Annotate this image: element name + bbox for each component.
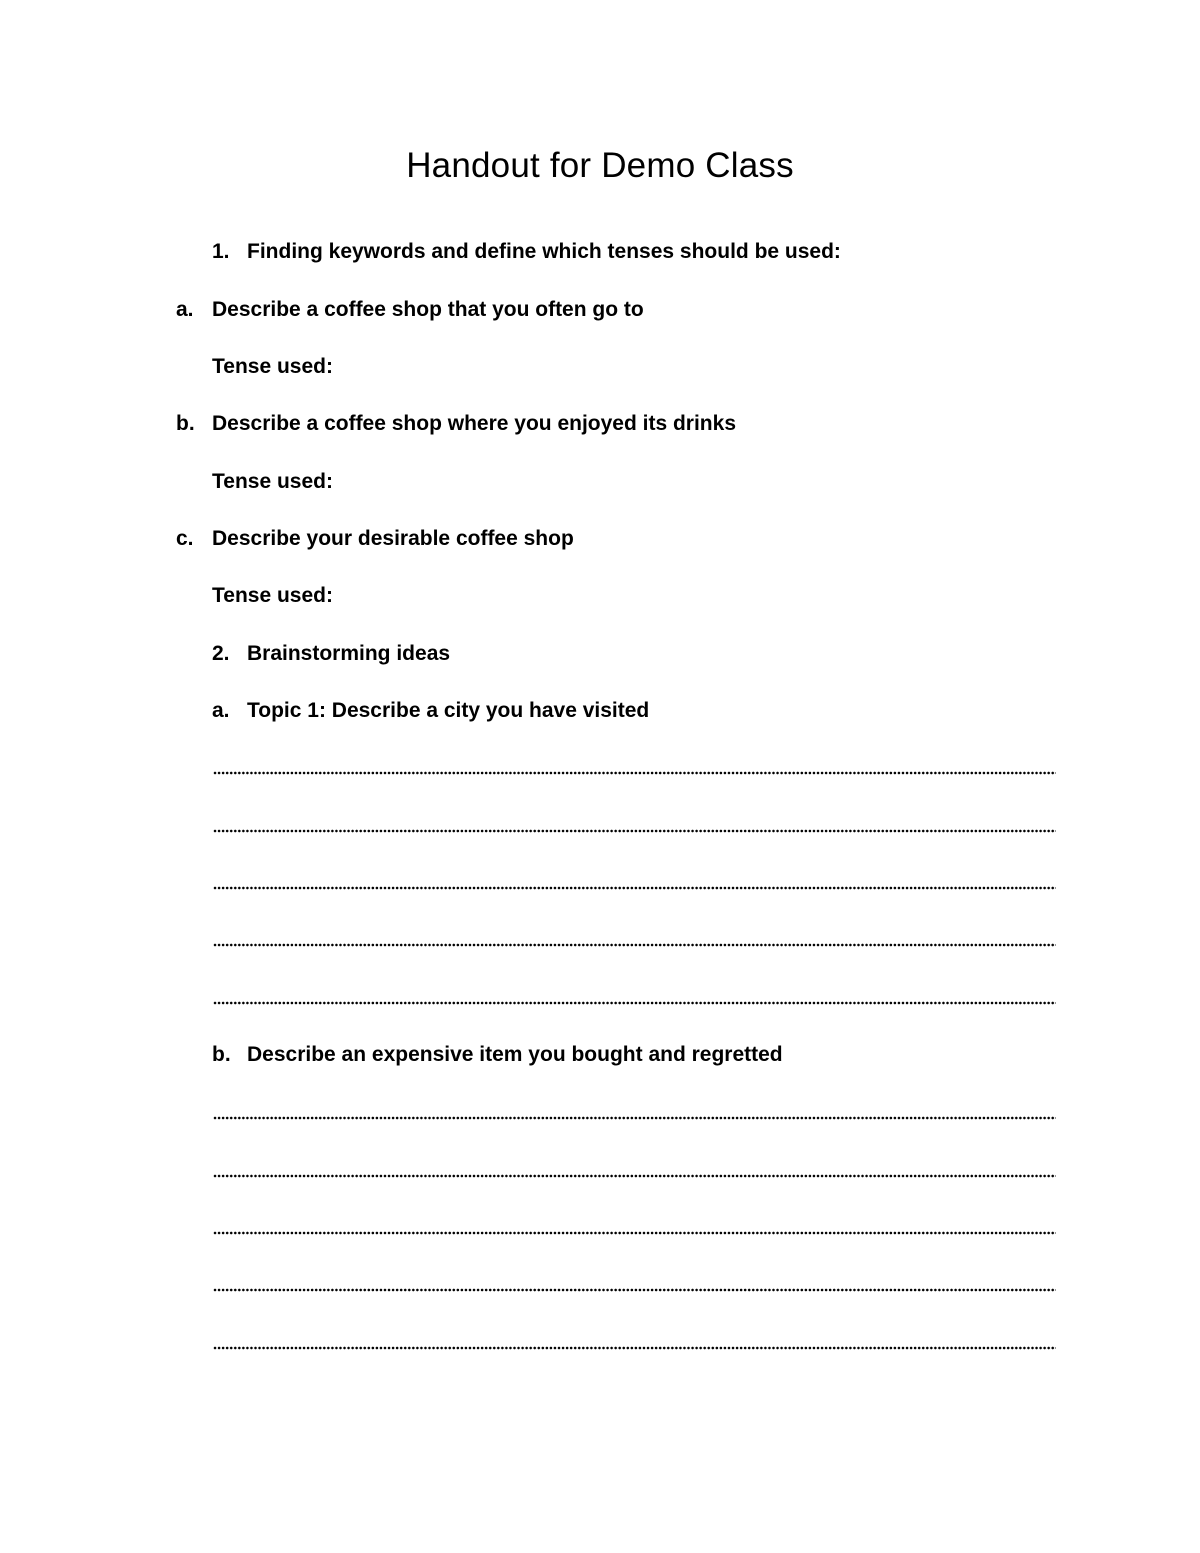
writing-line[interactable] xyxy=(213,1001,1056,1005)
item-b-marker: b. xyxy=(176,412,195,435)
item-a-text: Describe a coffee shop that you often go to xyxy=(212,298,644,321)
section1-heading: Finding keywords and define which tenses should be used: xyxy=(247,240,841,263)
writing-line[interactable] xyxy=(213,1288,1056,1292)
item-b-tense-label: Tense used: xyxy=(212,470,333,493)
topic-a-marker: a. xyxy=(212,699,230,722)
topic-a-text: Topic 1: Describe a city you have visited xyxy=(247,699,650,722)
item-c-tense-label: Tense used: xyxy=(212,584,333,607)
writing-line[interactable] xyxy=(213,771,1056,775)
item-c-text: Describe your desirable coffee shop xyxy=(212,527,574,550)
section1-number: 1. xyxy=(212,240,230,263)
writing-line[interactable] xyxy=(213,1231,1056,1235)
writing-line[interactable] xyxy=(213,943,1056,947)
section2-number: 2. xyxy=(212,642,230,665)
topic-b-marker: b. xyxy=(212,1043,231,1066)
item-a-marker: a. xyxy=(176,298,194,321)
item-a-tense-label: Tense used: xyxy=(212,355,333,378)
writing-line[interactable] xyxy=(213,829,1056,833)
writing-line[interactable] xyxy=(213,1116,1056,1120)
section2-heading: Brainstorming ideas xyxy=(247,642,451,665)
item-c-marker: c. xyxy=(176,527,194,550)
item-b-text: Describe a coffee shop where you enjoyed its drinks xyxy=(212,412,736,435)
page-title: Handout for Demo Class xyxy=(406,146,794,185)
writing-line[interactable] xyxy=(213,886,1056,890)
topic-b-text: Describe an expensive item you bought and regretted xyxy=(247,1043,783,1066)
writing-line[interactable] xyxy=(213,1346,1056,1350)
writing-line[interactable] xyxy=(213,1174,1056,1178)
